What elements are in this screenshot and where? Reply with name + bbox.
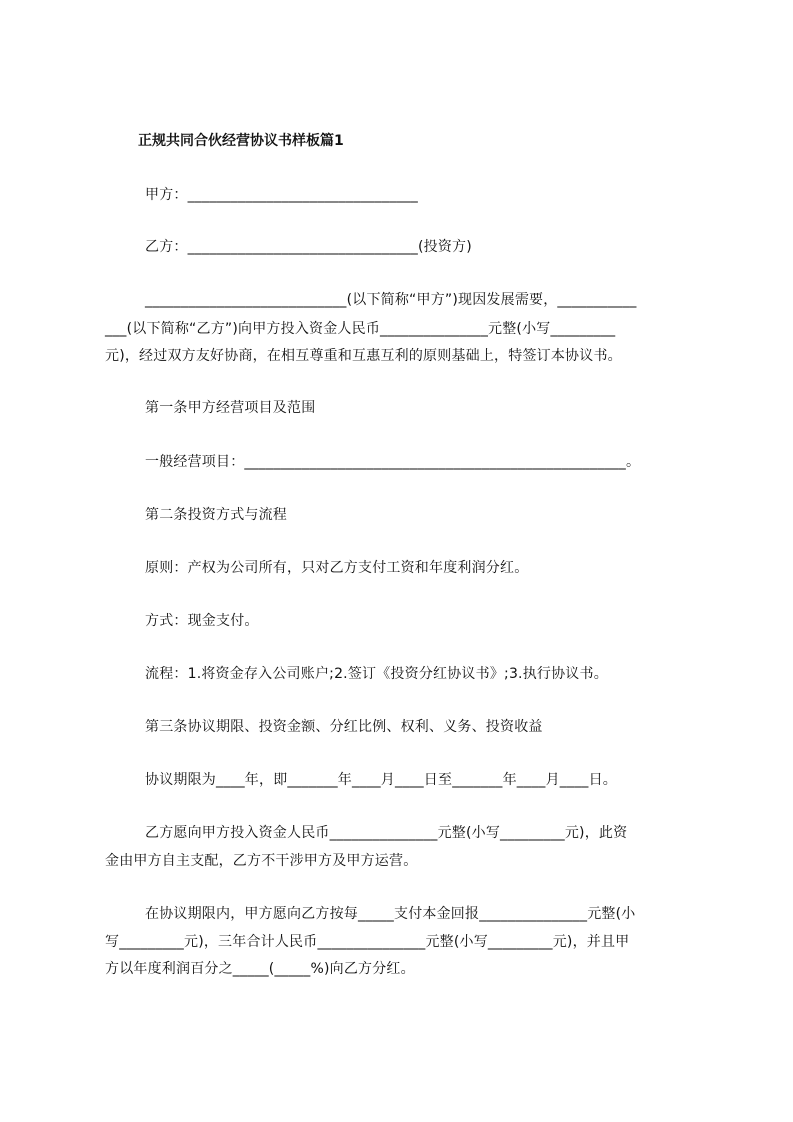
article2-process: 流程：1.将资金存入公司账户;2.签订《投资分红协议书》;3.执行协议书。	[145, 666, 608, 682]
article3-return-line-1: 在协议期限内，甲方愿向乙方按每_____支付本金回报_______________元整(小	[145, 906, 636, 922]
intro-line-3: 元)，经过双方友好协商，在相互尊重和互惠互利的原则基础上，特签订本协议书。	[105, 348, 622, 364]
article2-method: 方式：现金支付。	[145, 613, 259, 629]
document-title: 正规共同合伙经营协议书样板篇1	[138, 133, 344, 149]
article1-general-projects: 一般经营项目：_____________________________________________________。	[145, 454, 641, 470]
article1-heading: 第一条甲方经营项目及范围	[145, 400, 316, 416]
article3-return-line-2: 写_________元)，三年合计人民币_______________元整(小写_________元)，并且甲	[105, 934, 630, 950]
intro-line-1: ____________________________(以下简称“甲方”)现因发展需要，___________	[145, 292, 637, 308]
intro-line-2: ___(以下简称“乙方”)向甲方投入资金人民币_______________元整(小写_________	[105, 321, 616, 337]
article3-invest-line-1: 乙方愿向甲方投入资金人民币_______________元整(小写_________元)，此资	[145, 825, 628, 841]
article3-return-line-3: 方以年度利润百分之_____(_____%)向乙方分红。	[105, 961, 415, 977]
party-a-line: 甲方：________________________________	[145, 187, 418, 203]
article2-principle: 原则：产权为公司所有，只对乙方支付工资和年度利润分红。	[145, 560, 529, 576]
article3-invest-line-2: 金由甲方自主支配，乙方不干涉甲方及甲方运营。	[105, 853, 418, 869]
article2-heading: 第二条投资方式与流程	[145, 507, 287, 523]
party-b-line: 乙方：________________________________(投资方)	[145, 239, 472, 255]
article3-term: 协议期限为____年，即_______年____月____日至_______年____月____日。	[145, 772, 617, 788]
article3-heading: 第三条协议期限、投资金额、分红比例、权利、义务、投资收益	[145, 719, 543, 735]
